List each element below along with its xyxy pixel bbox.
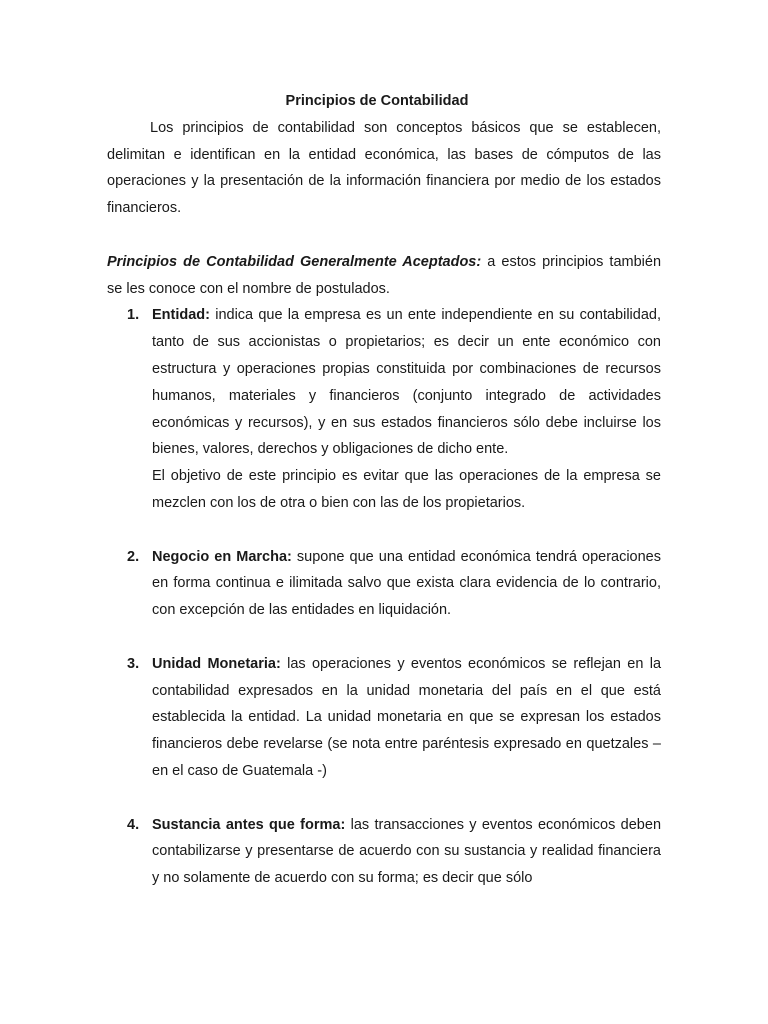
item-number: 1. <box>127 307 140 324</box>
list-item-negocio-en-marcha <box>107 544 661 651</box>
gaap-paragraph <box>107 249 661 303</box>
gaap-text: a estos principios también se les conoce con el nombre de postulados. <box>107 253 662 297</box>
paragraph-spacer <box>107 222 661 249</box>
item-title: Unidad Monetaria: <box>152 655 281 672</box>
intro-paragraph: Los principios de contabilidad son conceptos básicos que se establecen, delimitan e identifican en la entidad económica, las bases de cómputos de las operaciones y la presentación de la información financiera por medio de los estados financieros. <box>107 119 661 217</box>
document-page <box>107 88 661 892</box>
item-description: las transacciones y eventos económicos deben contabilizarse y presentarse de acuerdo con su sustancia y realidad financiera y no solamente de acuerdo con su forma; es decir que sólo <box>152 816 662 887</box>
principles-list <box>107 302 661 892</box>
item-description: indica que la empresa es un ente independiente en su contabilidad, tanto de sus accionistas o propietarios; es decir un ente económico con estructura y operaciones propias constituida por combinaciones de recursos humanos, materiales y financieros (conjunto integrado de actividades económicas y recursos), y en sus estados financieros sólo debe incluirse los bienes, valores, derechos y obligaciones de dicho ente. <box>152 307 661 458</box>
item-body <box>152 302 661 463</box>
paragraph-spacer <box>152 624 661 651</box>
item-number: 2. <box>127 548 140 565</box>
item-body <box>152 651 661 785</box>
item-number: 3. <box>127 655 140 672</box>
gaap-lead: Principios de Contabilidad Generalmente Aceptados: <box>107 253 482 270</box>
item-body <box>152 544 661 624</box>
paragraph-spacer <box>152 785 661 812</box>
item-description: las operaciones y eventos económicos se reflejan en la contabilidad expresados en la unidad monetaria del país en el que está establecida la entidad. La unidad monetaria en que se expresan los estados financieros debe revelarse (se nota entre paréntesis expresado en quetzales –en el caso de Guatemala -) <box>152 655 662 779</box>
list-item-unidad-monetaria <box>107 651 661 812</box>
item-description: supone que una entidad económica tendrá operaciones en forma continua e ilimitada salvo que exista clara evidencia de lo contrario, con excepción de las entidades en liquidación. <box>152 548 662 619</box>
document-title: Principios de Contabilidad <box>285 93 469 109</box>
paragraph-spacer <box>152 517 661 544</box>
list-item-entidad <box>107 302 661 543</box>
item-title: Sustancia antes que forma: <box>152 816 346 833</box>
list-item-sustancia-antes-que-forma <box>107 812 661 892</box>
item-note: El objetivo de este principio es evitar que las operaciones de la empresa se mezclen con los de otra o bien con las de los propietarios. <box>152 468 661 511</box>
item-body <box>152 812 661 892</box>
item-title: Entidad: <box>152 307 210 324</box>
item-title: Negocio en Marcha: <box>152 548 292 565</box>
item-number: 4. <box>127 816 140 833</box>
